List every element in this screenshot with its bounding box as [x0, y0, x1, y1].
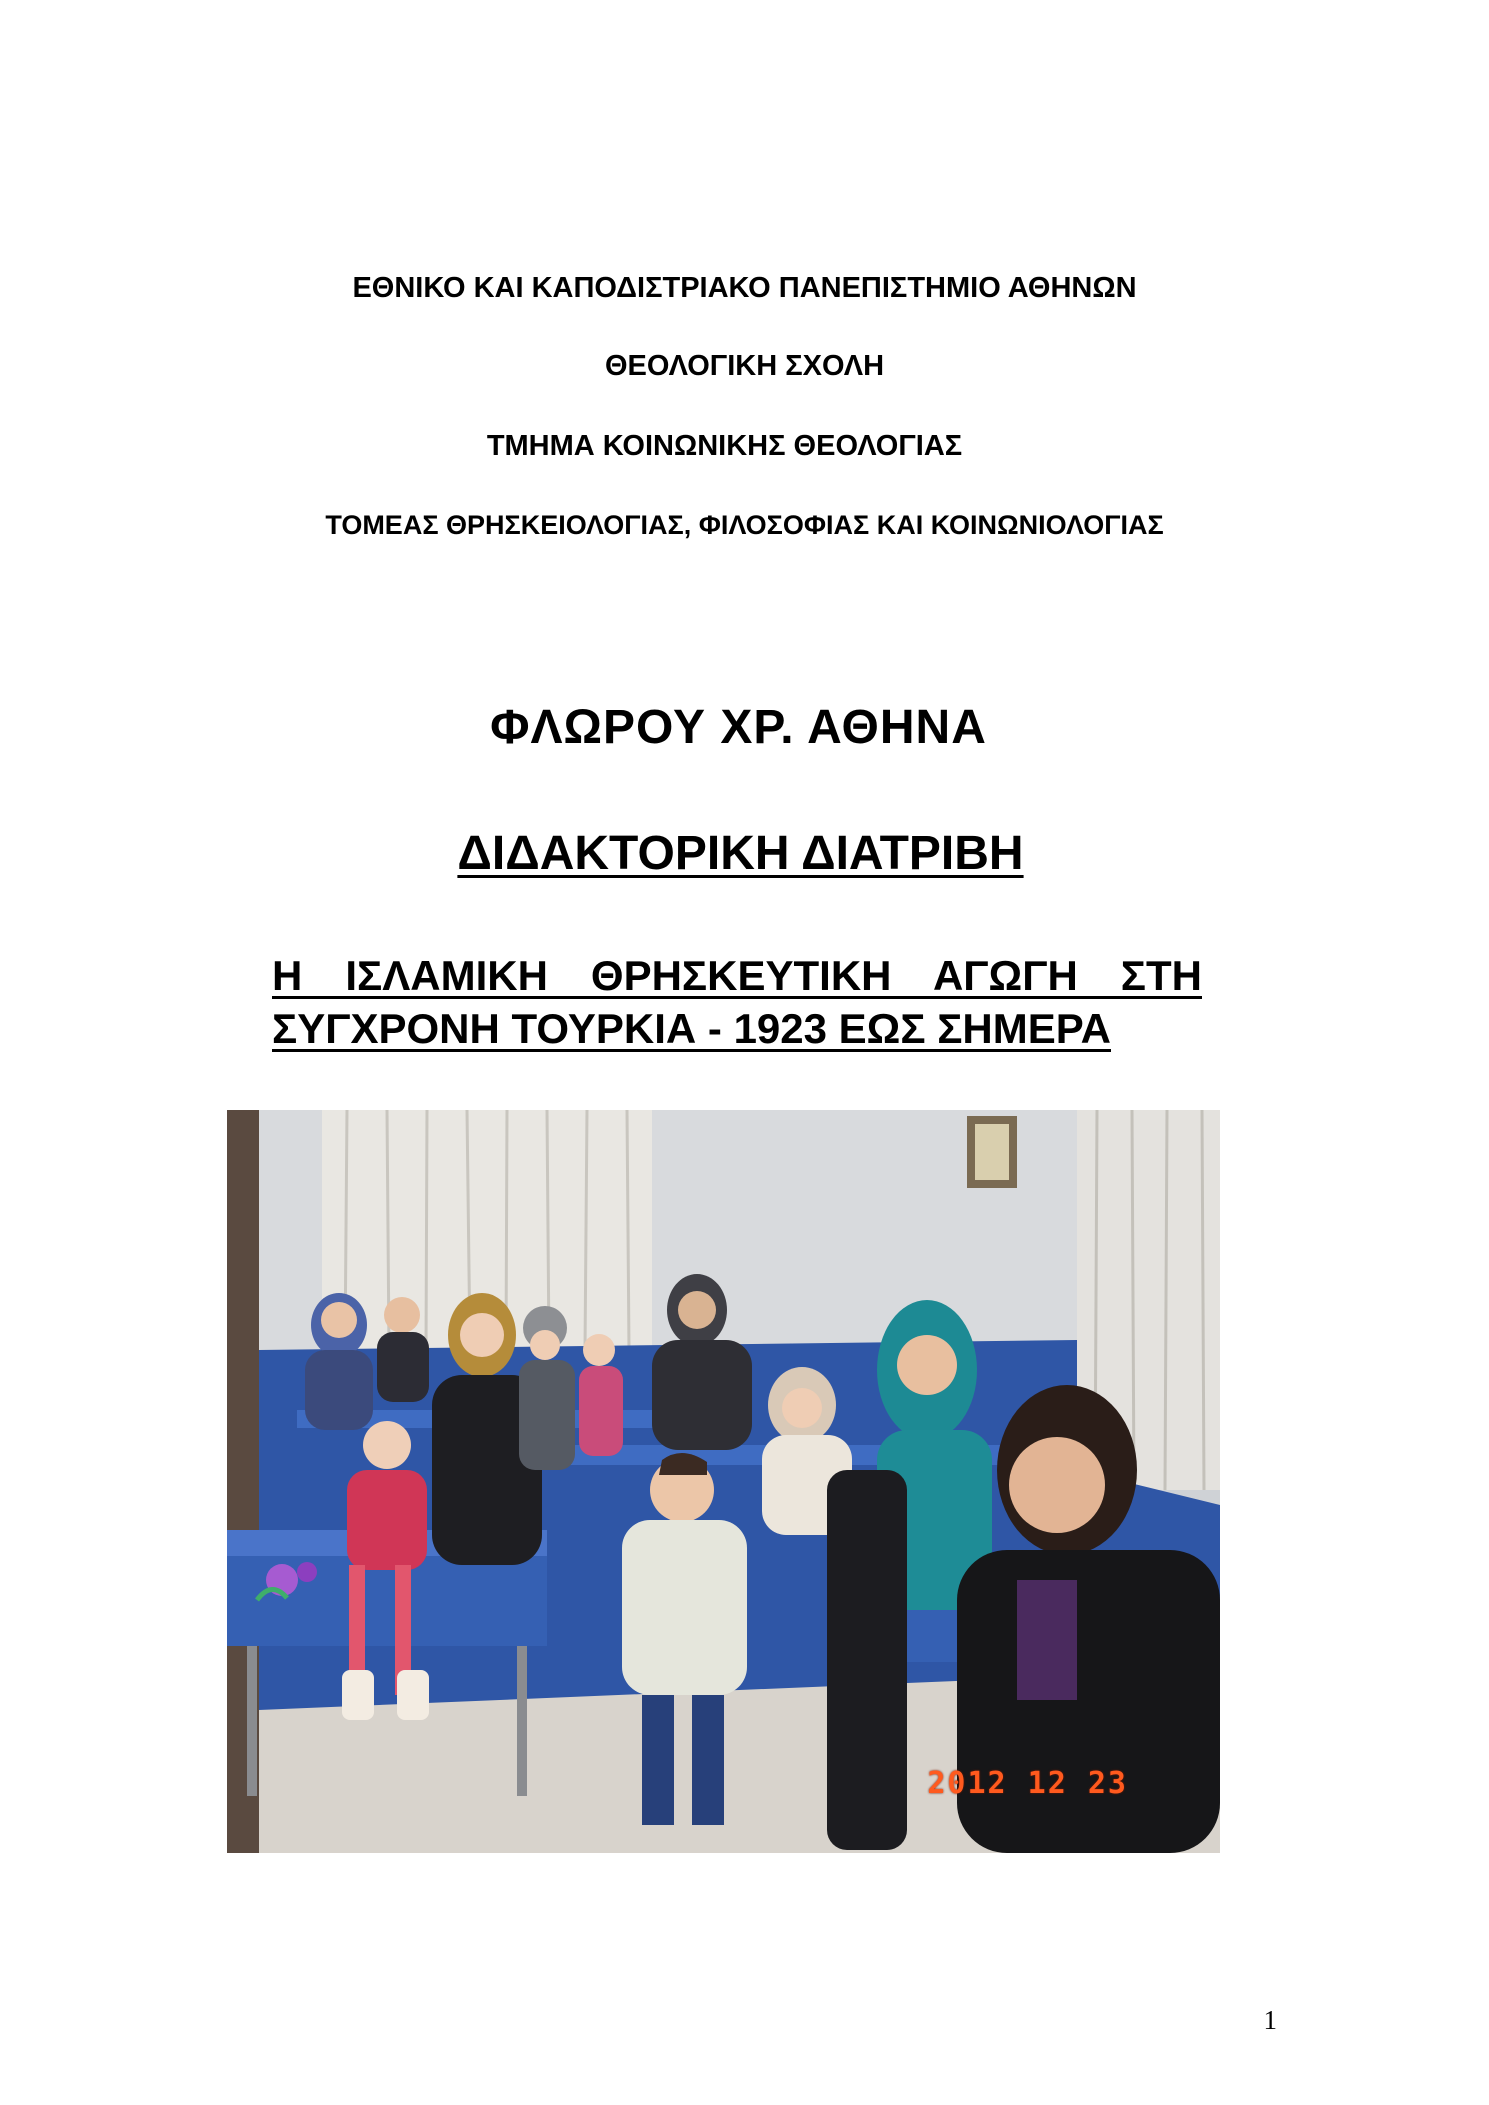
thesis-title-line-1: Η ΙΣΛΑΜΙΚΗ ΘΡΗΣΚΕΥΤΙΚΗ ΑΓΩΓΗ ΣΤΗ — [272, 952, 1202, 999]
author-name: ΦΛΩΡΟΥ ΧΡ. ΑΘΗΝΑ — [490, 701, 987, 754]
university-name: ΕΘΝΙΚΟ ΚΑΙ ΚΑΠΟΔΙΣΤΡΙΑΚΟ ΠΑΝΕΠΙΣΤΗΜΙΟ ΑΘΗΝΩΝ — [352, 272, 1137, 304]
document-type: ΔΙΔΑΚΤΟΡΙΚΗ ΔΙΑΤΡΙΒΗ — [457, 827, 1024, 880]
classroom-photo-illustration — [227, 1110, 1220, 1853]
department-name: ΤΜΗΜΑ ΚΟΙΝΩΝΙΚΗΣ ΘΕΟΛΟΓΙΑΣ — [486, 430, 963, 462]
cover-photo — [227, 1110, 1220, 1853]
photo-date-stamp: 2012 12 23 — [927, 1766, 1128, 1801]
page-number: 1 — [1263, 2005, 1277, 2035]
school-name: ΘΕΟΛΟΓΙΚΗ ΣΧΟΛΗ — [604, 350, 885, 382]
sector-name: ΤΟΜΕΑΣ ΘΡΗΣΚΕΙΟΛΟΓΙΑΣ, ΦΙΛΟΣΟΦΙΑΣ ΚΑΙ ΚΟΙΝΩΝΙΟΛΟΓΙΑΣ — [325, 510, 1164, 540]
thesis-title-line-2: ΣΥΓΧΡΟΝΗ ΤΟΥΡΚΙΑ - 1923 ΕΩΣ ΣΗΜΕΡΑ — [272, 1005, 1111, 1052]
